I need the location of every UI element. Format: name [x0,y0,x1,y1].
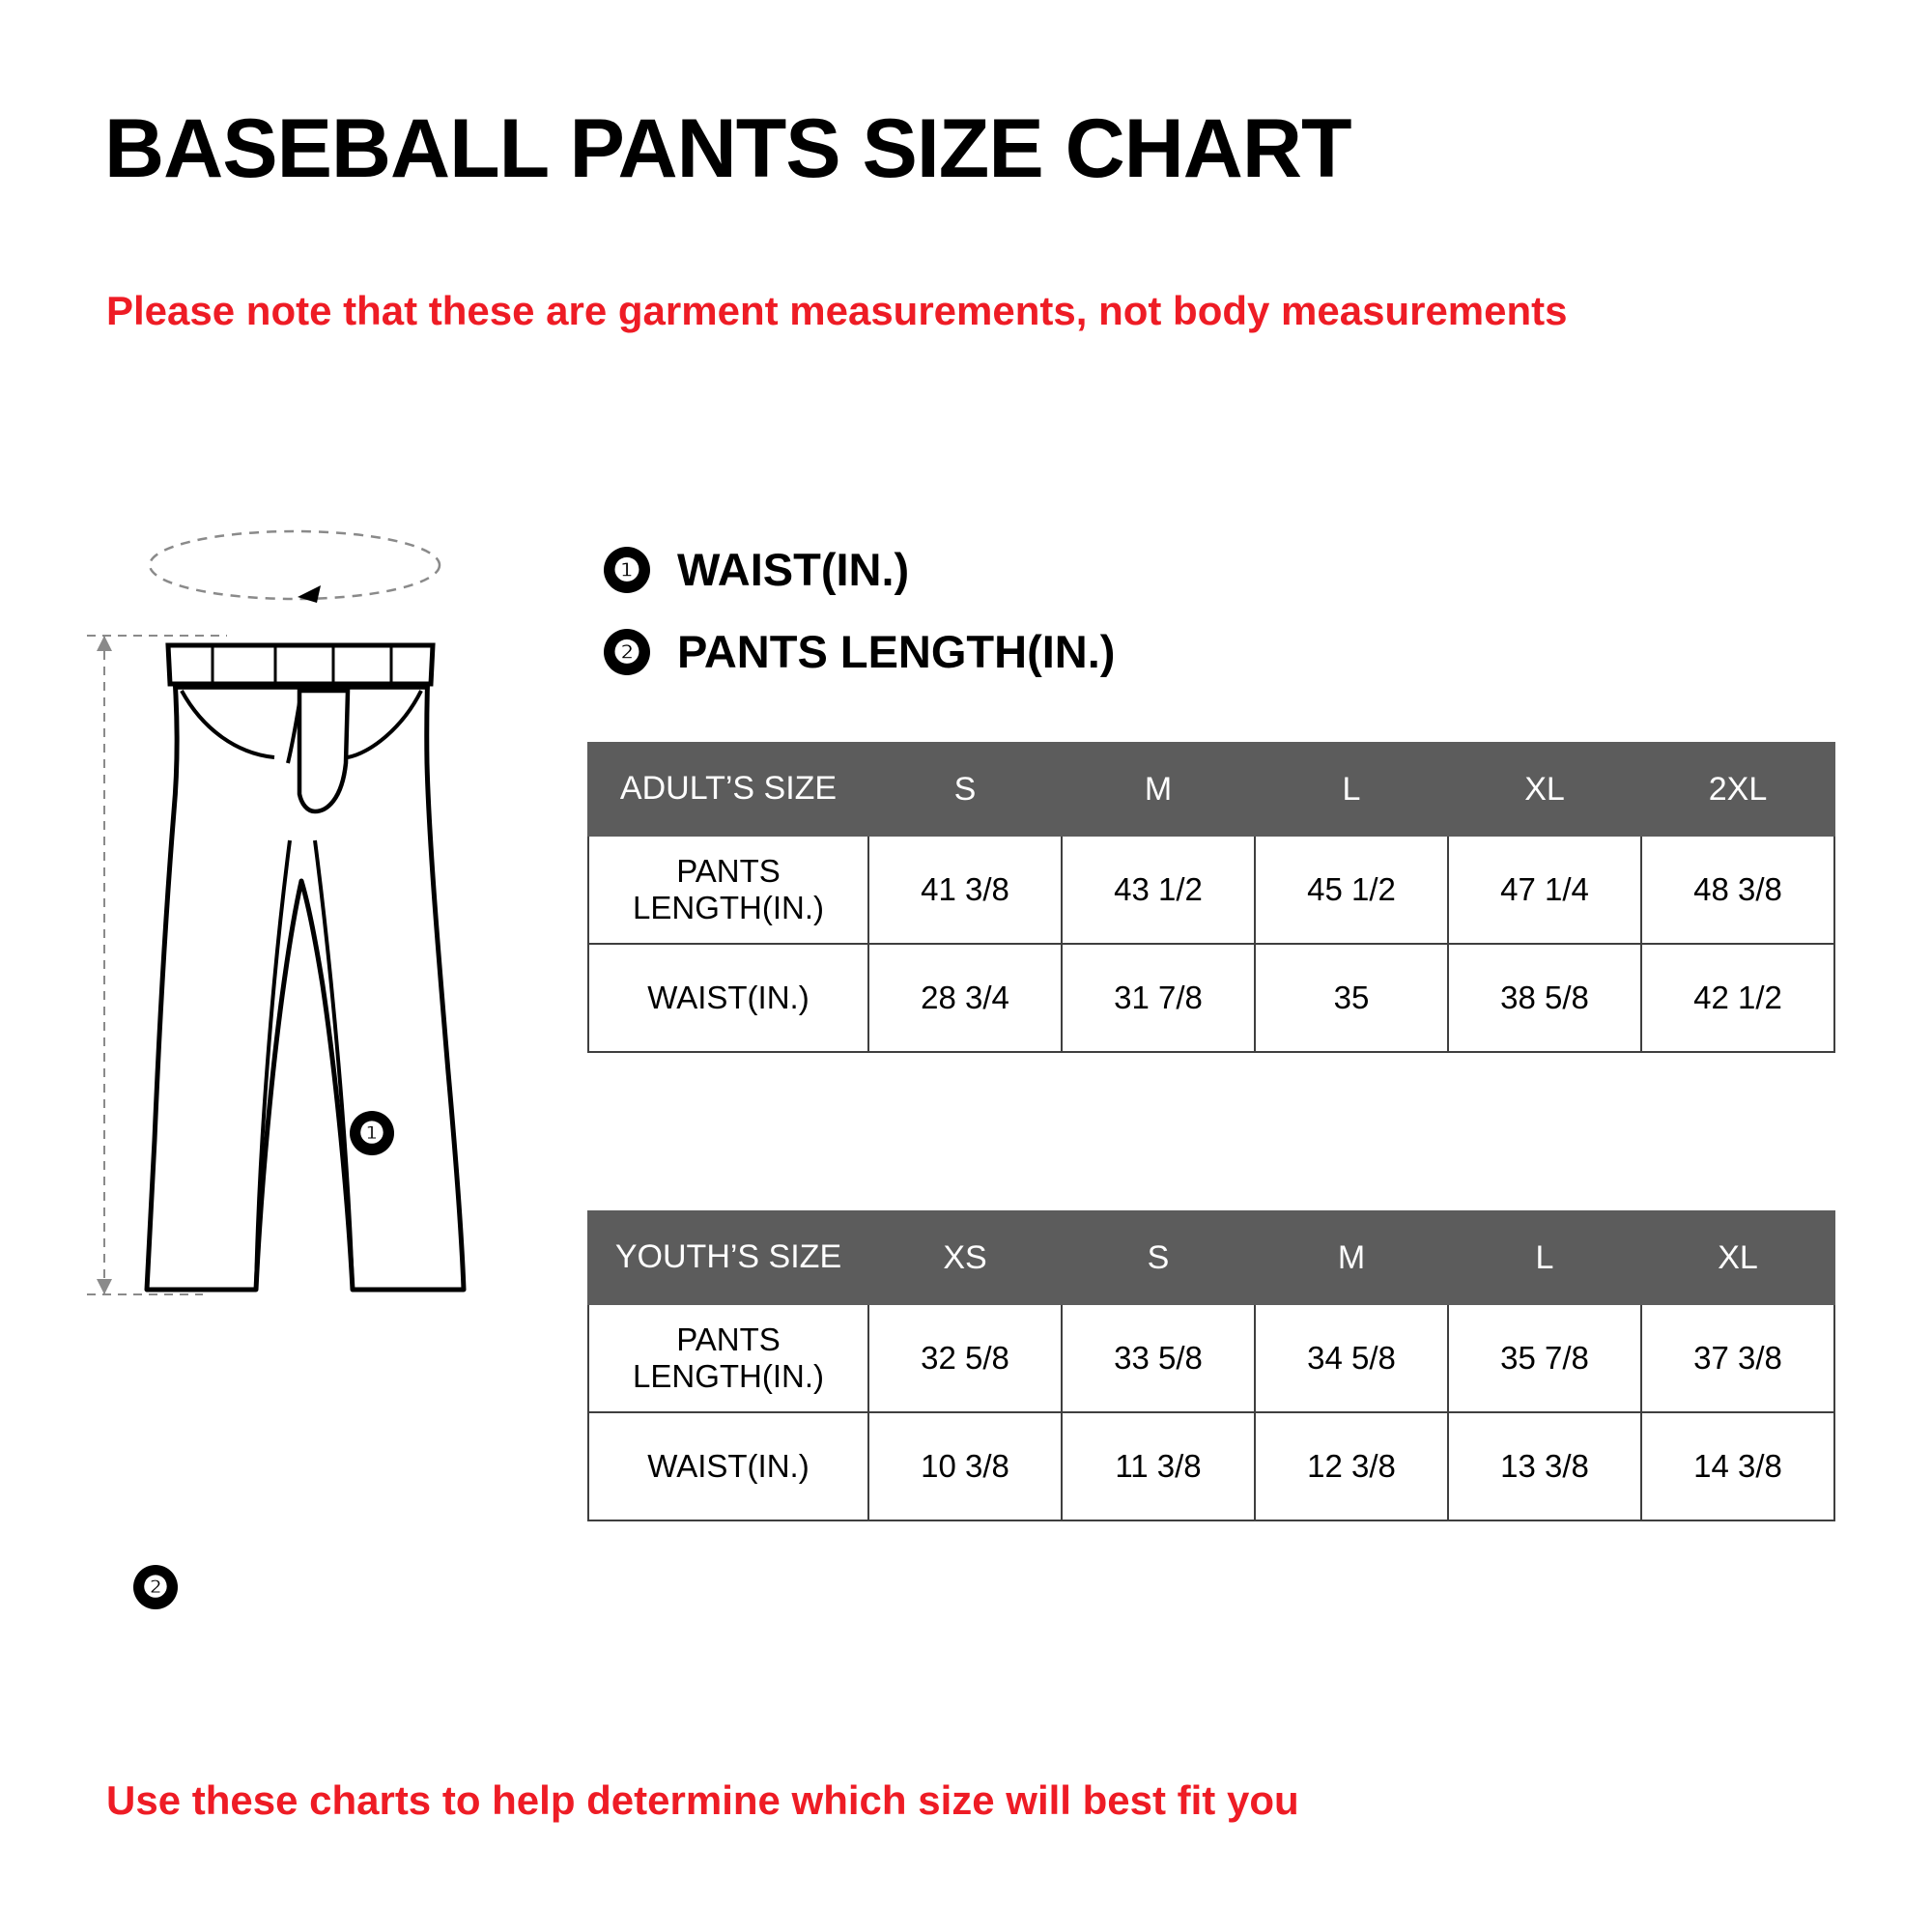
adult-waist-2xl: 42 1/2 [1641,944,1834,1052]
table-row [588,1304,1834,1412]
youth-col-s: S [1062,1211,1255,1304]
legend-item-pants-length [604,625,1115,678]
youth-corner-header: YOUTH’S SIZE [588,1211,868,1304]
adult-waist-xl: 38 5/8 [1448,944,1641,1052]
adult-length-m: 43 1/2 [1062,836,1255,944]
diagram-marker-pants-length: ❷ [133,1565,178,1609]
youth-col-l: L [1448,1211,1641,1304]
adult-waist-m: 31 7/8 [1062,944,1255,1052]
footer-note: Use these charts to help determine which size will best fit you [106,1777,1299,1823]
adult-waist-s: 28 3/4 [868,944,1062,1052]
table-row [588,1412,1834,1520]
adult-col-xl: XL [1448,743,1641,836]
legend-label-waist: WAIST(IN.) [677,544,910,595]
adult-col-s: S [868,743,1062,836]
youth-row-label-waist: WAIST(IN.) [588,1412,868,1520]
adult-length-l: 45 1/2 [1255,836,1448,944]
youth-waist-l: 13 3/8 [1448,1412,1641,1520]
adult-size-table [587,742,1835,1053]
adult-corner-header: ADULT’S SIZE [588,743,868,836]
youth-length-xs: 32 5/8 [868,1304,1062,1412]
garment-measurement-note: Please note that these are garment measurements, not body measurements [106,288,1568,333]
adult-length-s: 41 3/8 [868,836,1062,944]
adult-row-label-pants-length: PANTS LENGTH(IN.) [588,836,868,944]
youth-waist-m: 12 3/8 [1255,1412,1448,1520]
measurement-legend [604,543,1115,707]
table-row [588,836,1834,944]
youth-length-s: 33 5/8 [1062,1304,1255,1412]
youth-length-m: 34 5/8 [1255,1304,1448,1412]
adult-row-label-waist: WAIST(IN.) [588,944,868,1052]
youth-row-label-pants-length: PANTS LENGTH(IN.) [588,1304,868,1412]
adult-col-l: L [1255,743,1448,836]
legend-item-waist [604,543,1115,596]
table-row [588,944,1834,1052]
adult-length-xl: 47 1/4 [1448,836,1641,944]
youth-length-xl: 37 3/8 [1641,1304,1834,1412]
adult-waist-l: 35 [1255,944,1448,1052]
youth-waist-xl: 14 3/8 [1641,1412,1834,1520]
adult-length-2xl: 48 3/8 [1641,836,1834,944]
youth-col-xs: XS [868,1211,1062,1304]
legend-label-pants-length: PANTS LENGTH(IN.) [677,626,1116,677]
adult-col-m: M [1062,743,1255,836]
youth-waist-s: 11 3/8 [1062,1412,1255,1520]
pants-diagram-svg [58,522,599,1352]
youth-waist-xs: 10 3/8 [868,1412,1062,1520]
table-header-row [588,743,1834,836]
youth-col-m: M [1255,1211,1448,1304]
pants-illustration [58,522,580,1604]
number-one-icon: ❶ [604,547,650,593]
number-two-icon: ❷ [604,629,650,675]
table-header-row [588,1211,1834,1304]
adult-col-2xl: 2XL [1641,743,1834,836]
youth-size-table [587,1210,1835,1521]
diagram-marker-waist: ❶ [350,1111,394,1155]
page-title: BASEBALL PANTS SIZE CHART [104,102,1351,195]
youth-col-xl: XL [1641,1211,1834,1304]
youth-length-l: 35 7/8 [1448,1304,1641,1412]
